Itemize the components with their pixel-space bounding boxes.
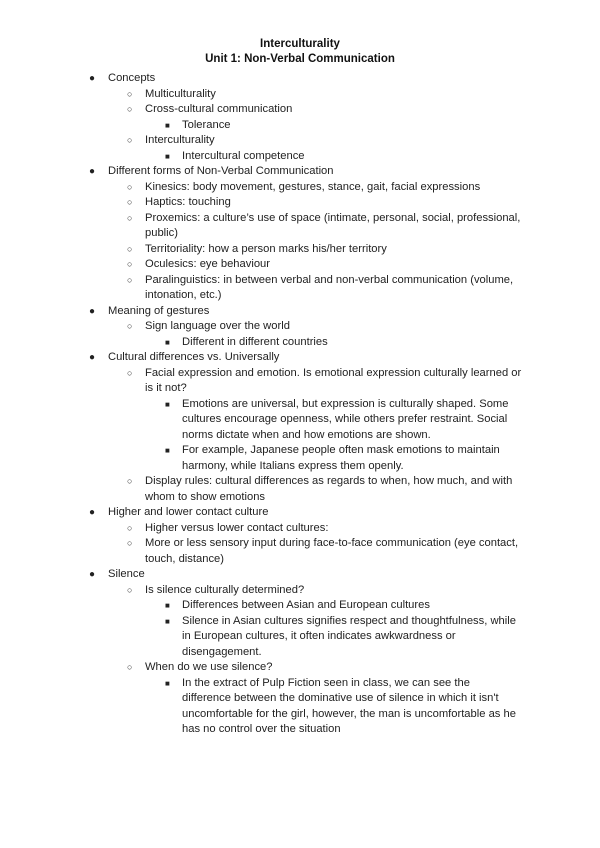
list-item-level-1 <box>0 102 600 118</box>
list-item-text: Tolerance <box>182 118 231 131</box>
list-item-text: Paralinguistics: in between verbal and non-verbal communication (volume, intonation, etc.) <box>145 273 514 301</box>
list-item-text: Silence in Asian cultures signifies respect and thoughtfulness, while in European cultures, it often indicates awkwardness or disengagement. <box>182 614 516 658</box>
square-bullet-icon: ■ <box>165 120 170 130</box>
list-item-level-1 <box>0 660 600 676</box>
list-item-text: When do we use silence? <box>145 661 273 673</box>
list-item-level-1 <box>0 366 600 397</box>
list-item-text: In the extract of Pulp Fiction seen in class, we can see the difference between the dominative use of silence in which it isn't uncomfortable for the girl, however, the man is uncomfortable as he has no control over the situation <box>182 676 516 735</box>
list-item-text: Interculturality <box>145 134 215 146</box>
list-item-level-1 <box>0 521 600 537</box>
filled-circle-bullet-icon: ● <box>89 73 96 84</box>
list-item-text: More or less sensory input during face-to-face communication (eye contact, touch, distance) <box>145 537 519 565</box>
list-item-level-2 <box>0 397 600 444</box>
list-item-level-0 <box>0 567 600 583</box>
list-item-level-1 <box>0 273 600 304</box>
list-item-level-2 <box>0 614 600 661</box>
hollow-circle-bullet-icon: ○ <box>127 197 133 207</box>
list-item-level-1 <box>0 257 600 273</box>
list-item-level-0 <box>0 304 600 320</box>
list-item-level-1 <box>0 474 600 505</box>
list-item-text: Is silence culturally determined? <box>145 583 305 596</box>
list-item-text: Silence <box>108 568 145 580</box>
list-item-level-1 <box>0 536 600 567</box>
list-item-text: Facial expression and emotion. Is emotional expression culturally learned or is it not? <box>145 366 522 394</box>
list-item-level-1 <box>0 87 600 103</box>
list-item-text: Different forms of Non-Verbal Communication <box>108 165 334 177</box>
hollow-circle-bullet-icon: ○ <box>127 584 133 595</box>
list-item-text: Territoriality: how a person marks his/her territory <box>145 242 387 255</box>
square-bullet-icon: ■ <box>165 337 170 347</box>
list-item-text: Cross-cultural communication <box>145 103 293 115</box>
list-item-text: Intercultural competence <box>182 149 305 162</box>
list-item-text: Higher and lower contact culture <box>108 506 269 518</box>
list-item-text: Meaning of gestures <box>108 304 210 317</box>
list-item-text: For example, Japanese people often mask emotions to maintain harmony, while Italians express them openly. <box>182 444 500 472</box>
list-item-level-2 <box>0 598 600 614</box>
list-item-level-0 <box>0 71 600 87</box>
list-item-level-1 <box>0 180 600 196</box>
filled-circle-bullet-icon: ● <box>89 507 96 518</box>
list-item-text: Concepts <box>108 72 156 84</box>
hollow-circle-bullet-icon: ○ <box>127 367 133 378</box>
bullet-outline <box>0 71 600 738</box>
square-bullet-icon: ■ <box>165 678 170 688</box>
list-item-text: Sign language over the world <box>145 320 290 332</box>
list-item-text: Cultural differences vs. Universally <box>108 351 280 363</box>
hollow-circle-bullet-icon: ○ <box>127 104 133 114</box>
hollow-circle-bullet-icon: ○ <box>127 88 133 99</box>
hollow-circle-bullet-icon: ○ <box>127 243 133 254</box>
list-item-level-1 <box>0 242 600 258</box>
list-item-level-2 <box>0 118 600 134</box>
list-item-text: Emotions are universal, but expression is culturally shaped. Some cultures encourage openness, while others prefer restraint. Social norms dictate when and how emotions are shown. <box>182 397 509 441</box>
list-item-text: Oculesics: eye behaviour <box>145 258 270 270</box>
hollow-circle-bullet-icon: ○ <box>127 274 133 285</box>
list-item-level-0 <box>0 350 600 366</box>
hollow-circle-bullet-icon: ○ <box>127 212 133 223</box>
hollow-circle-bullet-icon: ○ <box>127 522 133 533</box>
hollow-circle-bullet-icon: ○ <box>127 662 133 672</box>
list-item-level-0 <box>0 505 600 521</box>
hollow-circle-bullet-icon: ○ <box>127 321 133 331</box>
list-item-level-0 <box>0 164 600 180</box>
filled-circle-bullet-icon: ● <box>89 305 96 317</box>
list-item-level-1 <box>0 195 600 211</box>
filled-circle-bullet-icon: ● <box>89 166 96 177</box>
square-bullet-icon: ■ <box>165 446 170 455</box>
hollow-circle-bullet-icon: ○ <box>127 135 133 145</box>
list-item-text: Different in different countries <box>182 335 328 348</box>
hollow-circle-bullet-icon: ○ <box>127 476 133 486</box>
list-item-text: Differences between Asian and European cultures <box>182 599 430 611</box>
list-item-text: Multiculturality <box>145 87 216 100</box>
square-bullet-icon: ■ <box>165 151 170 161</box>
list-item-level-1 <box>0 583 600 599</box>
document-title: Interculturality <box>260 38 340 50</box>
list-item-text: Haptics: touching <box>145 196 231 208</box>
hollow-circle-bullet-icon: ○ <box>127 538 133 548</box>
square-bullet-icon: ■ <box>165 616 170 626</box>
list-item-level-2 <box>0 335 600 351</box>
filled-circle-bullet-icon: ● <box>89 569 96 580</box>
hollow-circle-bullet-icon: ○ <box>127 259 133 269</box>
document-subtitle: Unit 1: Non-Verbal Communication <box>205 53 395 65</box>
list-item-level-1 <box>0 133 600 149</box>
square-bullet-icon: ■ <box>165 399 170 409</box>
list-item-text: Proxemics: a culture’s use of space (intimate, personal, social, professional, public) <box>145 211 521 239</box>
list-item-level-2 <box>0 443 600 474</box>
list-item-level-1 <box>0 211 600 242</box>
square-bullet-icon: ■ <box>165 601 170 610</box>
hollow-circle-bullet-icon: ○ <box>127 181 133 192</box>
list-item-text: Display rules: cultural differences as regards to when, how much, and with whom to show emotions <box>145 475 513 503</box>
list-item-level-2 <box>0 149 600 165</box>
list-item-level-1 <box>0 319 600 335</box>
list-item-level-2 <box>0 676 600 738</box>
list-item-text: Kinesics: body movement, gestures, stance, gait, facial expressions <box>145 180 481 193</box>
filled-circle-bullet-icon: ● <box>89 352 96 363</box>
list-item-text: Higher versus lower contact cultures: <box>145 521 329 534</box>
